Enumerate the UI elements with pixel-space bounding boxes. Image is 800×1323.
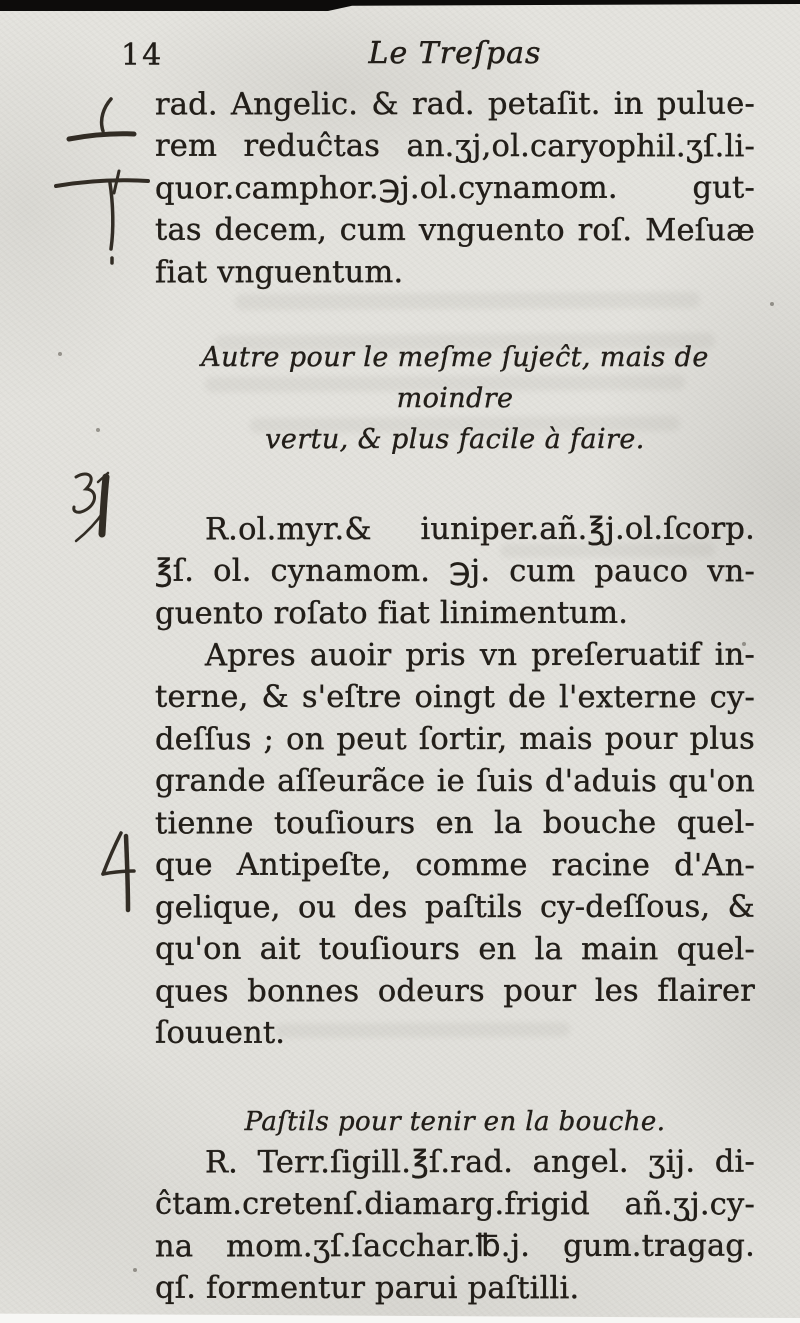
text-line: tas decem, cum vnguento roſ. Meſuæ bbox=[154, 212, 756, 249]
text-line: R. Terr.ſigill.℥ſ.rad. angel. ʒij. di- bbox=[204, 1144, 756, 1181]
paragraph-recipe-liniment bbox=[155, 509, 755, 635]
text-line: Apres auoir pris vn preſeruatif in- bbox=[204, 637, 756, 674]
text-line: ĉtam.cretenſ.diamarg.frigid añ.ʒj.cy- bbox=[154, 1186, 756, 1223]
margin-mark-three bbox=[74, 474, 95, 512]
margin-mark-downstroke bbox=[102, 477, 106, 534]
margin-mark-serif bbox=[98, 473, 108, 482]
margin-mark-stroke bbox=[110, 183, 113, 249]
margin-mark-tick bbox=[114, 171, 119, 193]
text-line: tienne touſiours en la bouche quel- bbox=[154, 805, 756, 842]
margin-mark-dash bbox=[69, 134, 134, 139]
paragraph-advice bbox=[155, 635, 755, 1055]
heading-line: Paſtils pour tenir en la bouche. bbox=[244, 1107, 666, 1137]
running-title: Le Treſpas bbox=[368, 36, 542, 71]
text-line: que Antipeſte, comme racine d'An- bbox=[154, 847, 756, 884]
margin-mark-four-diagonal bbox=[103, 833, 121, 874]
text-line: qu'on ait touſiours en la main quel- bbox=[154, 931, 756, 968]
text-line: ſouuent. bbox=[154, 1015, 286, 1051]
paper-speck bbox=[58, 352, 62, 356]
text-line: grande aſſeurãce ie ſuis d'aduis qu'on bbox=[154, 763, 756, 800]
paper-speck bbox=[770, 302, 774, 306]
text-line: terne, & s'eſtre oingt de l'externe cy- bbox=[154, 679, 756, 716]
text-line: ques bonnes odeurs pour les flairer bbox=[154, 973, 756, 1010]
text-line: R.ol.myr.& iuniper.añ.℥j.ol.ſcorp. bbox=[204, 511, 756, 548]
text-line: deſſus ; on peut ſortir, mais pour plus bbox=[154, 721, 756, 758]
paragraph-recipe-unguent bbox=[155, 84, 755, 294]
text-line: fiat vnguentum. bbox=[154, 255, 404, 291]
margin-mark-tail bbox=[76, 511, 104, 541]
text-block bbox=[155, 84, 755, 1310]
text-line: guento roſato fiat linimentum. bbox=[154, 595, 629, 632]
paper-speck bbox=[96, 428, 100, 432]
text-line: na mom.ʒſ.ſacchar.℔.j. gum.tragag. bbox=[154, 1228, 756, 1265]
margin-mark-curve bbox=[102, 99, 111, 131]
heading-line: vertu, & plus facile à faire. bbox=[265, 424, 645, 455]
margin-mark-rule bbox=[56, 180, 148, 186]
margin-mark-four-crossbar bbox=[103, 871, 134, 874]
text-line: gelique, ou des paſtils cy-deſſous, & bbox=[154, 889, 756, 926]
heading-line: Autre pour le meſme ſujeĉt, mais de moindre bbox=[201, 342, 709, 414]
text-line: ℥ſ. ol. cynamom. ℈j. cum pauco vn- bbox=[154, 553, 756, 590]
text-line: quor.camphor.℈j.ol.cynamom. gut- bbox=[154, 170, 756, 207]
section-heading-autre bbox=[155, 337, 755, 460]
text-line: rad. Angelic. & rad. petaſit. in pulue- bbox=[154, 86, 756, 123]
text-line: rem reduĉtas an.ʒj,ol.caryophil.ʒſ.li- bbox=[154, 128, 756, 165]
paper-speck bbox=[133, 1268, 137, 1272]
scan-edge-bottom bbox=[0, 1310, 800, 1323]
text-line: qſ. formentur parui paſtilli. bbox=[154, 1270, 580, 1307]
paragraph-recipe-pastils bbox=[155, 1142, 755, 1310]
scan-edge-top bbox=[0, 0, 800, 11]
page-number: 14 bbox=[121, 38, 164, 73]
margin-mark-four-stem bbox=[126, 836, 128, 910]
section-heading-pastils bbox=[155, 1102, 755, 1142]
